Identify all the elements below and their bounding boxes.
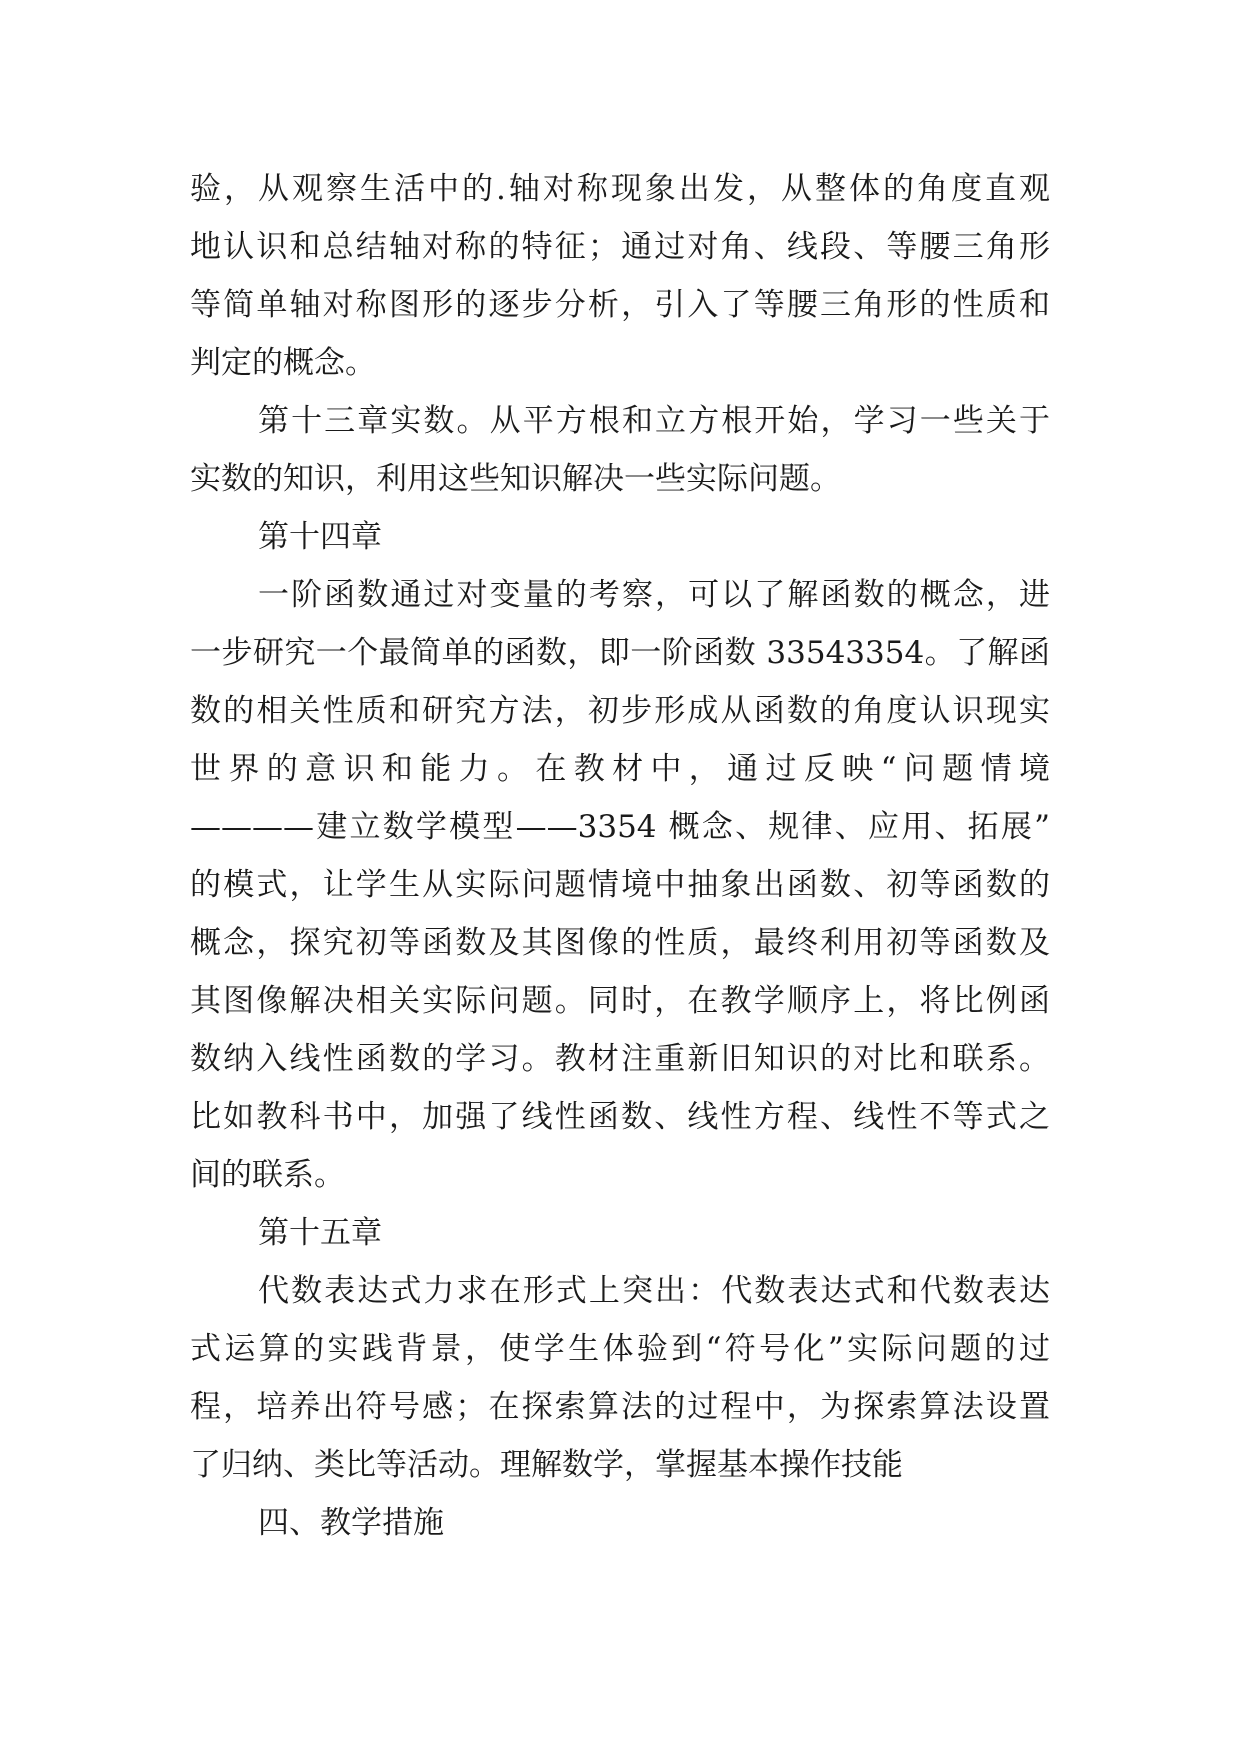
- chapter-heading: 第十五章: [258, 1215, 382, 1251]
- paragraph-start: 第十三章实数。从平方根和立方根开始，学习一些关于: [258, 403, 1050, 439]
- text-line: 数的相关性质和研究方法，初步形成从函数的角度认识现实: [190, 693, 1050, 729]
- text-line: 地认识和总结轴对称的特征；通过对角、线段、等腰三角形: [190, 229, 1050, 265]
- section-heading: 四、教学措施: [258, 1505, 444, 1541]
- text-line: 一步研究一个最简单的函数，即一阶函数 33543354。了解函: [190, 635, 1050, 671]
- document-body: [190, 160, 1050, 1552]
- chapter-heading: 第十四章: [258, 519, 382, 555]
- text-line: 数纳入线性函数的学习。教材注重新旧知识的对比和联系。: [190, 1041, 1050, 1077]
- text-line: 式运算的实践背景，使学生体验到“符号化”实际问题的过: [190, 1331, 1050, 1367]
- text-line: 世界的意识和能力。在教材中，通过反映“问题情境: [190, 751, 1050, 787]
- text-line: 比如教科书中，加强了线性函数、线性方程、线性不等式之: [190, 1099, 1050, 1135]
- text-line: 程，培养出符号感；在探索算法的过程中，为探索算法设置: [190, 1389, 1050, 1425]
- text-line: 间的联系。: [190, 1157, 345, 1193]
- text-line: 概念，探究初等函数及其图像的性质，最终利用初等函数及: [190, 925, 1050, 961]
- text-line: 其图像解决相关实际问题。同时，在教学顺序上，将比例函: [190, 983, 1050, 1019]
- text-line: 了归纳、类比等活动。理解数学，掌握基本操作技能: [190, 1447, 903, 1483]
- text-line: 实数的知识，利用这些知识解决一些实际问题。: [190, 461, 841, 497]
- paragraph-start: 代数表达式力求在形式上突出：代数表达式和代数表达: [258, 1273, 1050, 1309]
- text-line: 等简单轴对称图形的逐步分析，引入了等腰三角形的性质和: [190, 287, 1050, 323]
- text-line: 的模式，让学生从实际问题情境中抽象出函数、初等函数的: [190, 867, 1050, 903]
- text-line: ————建立数学模型——3354 概念、规律、应用、拓展”: [190, 809, 1050, 845]
- text-line: 验，从观察生活中的.轴对称现象出发，从整体的角度直观: [190, 171, 1050, 207]
- text-line: 判定的概念。: [190, 345, 376, 381]
- paragraph-start: 一阶函数通过对变量的考察，可以了解函数的概念，进: [258, 577, 1050, 613]
